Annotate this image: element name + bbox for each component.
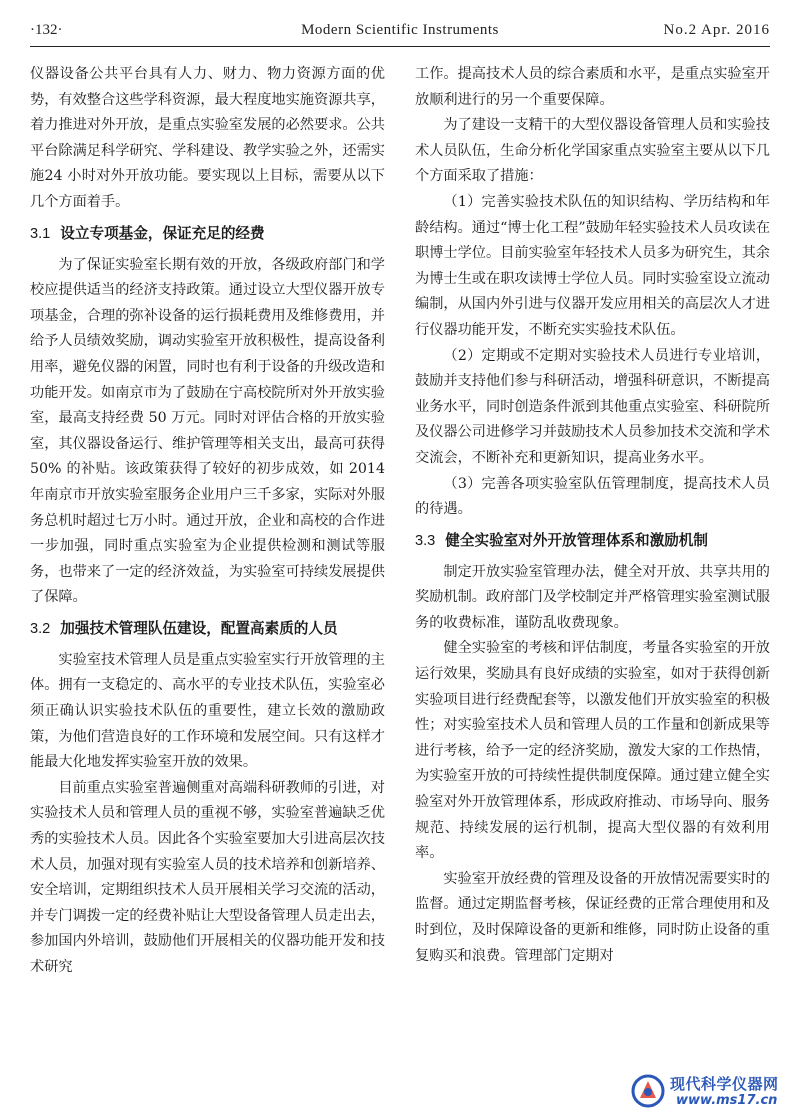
list-item: （2）定期或不定期对实验技术人员进行专业培训，鼓励并支持他们参与科研活动，增强科研意识，不断提高业务水平，同时创造条件派到其他重点实验室、科研院所及仪器公司进修学习并鼓励技术人员参加技术交流和学术交流会，不断补充和更新知识，提高业务水平。 [415,347,770,466]
section-title: 加强技术管理队伍建设，配置高素质的人员 [60,619,338,637]
watermark-logo-icon [628,1073,668,1109]
left-column [30,62,385,981]
section-title: 设立专项基金，保证充足的经费 [60,224,265,242]
section-number: 3.2 [30,620,51,637]
paragraph: 目前重点实验室普遍侧重对高端科研教师的引进，对实验技术人员和管理人员的重视不够，实验室普遍缺乏优秀的实验技术人员。因此各个实验室要加大引进高层次技术人员，加强对现有实验室人员的技术培养和创新培养、安全培训，定期组织技术人员开展相关学习交流的活动，并专门调拨一定的经费补贴让大型设备管理人员走出去，参加国内外培训，鼓励他们开展相关的仪器功能开发和技术研究 [30,779,385,975]
paragraph: 为了保证实验室长期有效的开放，各级政府部门和学校应提供适当的经济支持政策。通过设立大型仪器开放专项基金，合理的弥补设备的运行损耗费用及维修费用，并给予人员绩效奖励，调动实验室开放积极性，提高设备利用率，避免仪器的闲置，同时也有利于设备的升级改造和功能开发。如南京市为了鼓励在宁高校院所对外开放实验室，最高支持经费 50 万元。同时对评估合格的开放实验室，其仪器设备运行、维护管理等相关支出，最高可获得 50% 的补贴。该政策获得了较好的初步成效，如 2014 年南京市开放实验室服务企业用户三千多家，实际对外服务总机时超过七万小时。通过开放，企业和高校的合作进一步加强，同时重点实验室为企业提供检测和测试等服务，也带来了一定的经济效益，为实验室可持续发展提供了保障。 [30,256,385,606]
issue-info: No.2 Apr. 2016 [663,22,770,38]
running-header [30,18,770,47]
section-number: 3.1 [30,225,51,242]
journal-title: Modern Scientific Instruments [301,22,499,38]
paragraph: 为了建设一支精干的大型仪器设备管理人员和实验技术人员队伍，生命分析化学国家重点实验室主要从以下几个方面采取了措施： [415,117,770,185]
section-heading-3-1 [30,221,385,247]
paragraph: 制定开放实验室管理办法，健全对开放、共享共用的奖励机制。政府部门及学校制定并严格管理实验室测试服务的收费标准，谨防乱收费现象。 [415,563,770,631]
paragraph: 健全实验室的考核和评估制度，考量各实验室的开放运行效果，奖励具有良好成绩的实验室，如对于获得创新实验项目进行经费配套等，以激发他们开放实验室的积极性；对实验室技术人员和管理人员的工作量和创新成果等进行考核，给予一定的经济奖励，激发大家的工作热情，为实验室开放的可持续性提供制度保障。通过建立健全实验室对外开放管理体系，形成政府推动、市场导向、服务规范、持续发展的运行机制，提高大型仪器的有效利用率。 [415,640,770,862]
page-number: ·132· [30,22,63,38]
site-watermark [628,1071,798,1111]
watermark-url: www.ms17.cn [676,1093,778,1108]
paragraph: 实验室技术管理人员是重点实验室实行开放管理的主体。拥有一支稳定的、高水平的专业技术队伍，实验室必须正确认识实验技术队伍的重要性，建立长效的激励政策，为他们营造良好的工作环境和发展空间。只有这样才能最大化地发挥实验室开放的效果。 [30,651,385,771]
paragraph: 工作。提高技术人员的综合素质和水平，是重点实验室开放顺利进行的另一个重要保障。 [415,66,770,108]
section-heading-3-2 [30,616,385,642]
list-item: （1）完善实验技术队伍的知识结构、学历结构和年龄结构。通过“博士化工程”鼓励年轻实验技术人员攻读在职博士学位。目前实验室年轻技术人员多为研究生，其余为博士生或在职攻读博士学位人员。同时实验室设立流动编制，从国内外引进与仪器开发应用相关的高层次人才进行仪器功能开发，不断充实实验技术队伍。 [415,193,771,338]
watermark-title: 现代科学仪器网 [670,1075,779,1093]
section-title: 健全实验室对外开放管理体系和激励机制 [445,531,708,549]
right-column [415,62,770,969]
paragraph: 实验室开放经费的管理及设备的开放情况需要实时的监督。通过定期监督考核，保证经费的正常合理使用和及时到位，及时保障设备的更新和维修，同时防止设备的重复购买和浪费。管理部门定期对 [415,870,770,964]
section-number: 3.3 [415,532,436,549]
list-item: （3）完善各项实验室队伍管理制度，提高技术人员的待遇。 [415,475,770,518]
section-heading-3-3 [415,528,770,554]
paragraph: 仪器设备公共平台具有人力、财力、物力资源方面的优势，有效整合这些学科资源，最大程度地实施资源共享，着力推进对外开放，是重点实验室发展的必然要求。公共平台除满足科学研究、学科建设、教学实验之外，还需实施24 小时对外开放功能。要实现以上目标，需要从以下几个方面着手。 [30,66,385,210]
